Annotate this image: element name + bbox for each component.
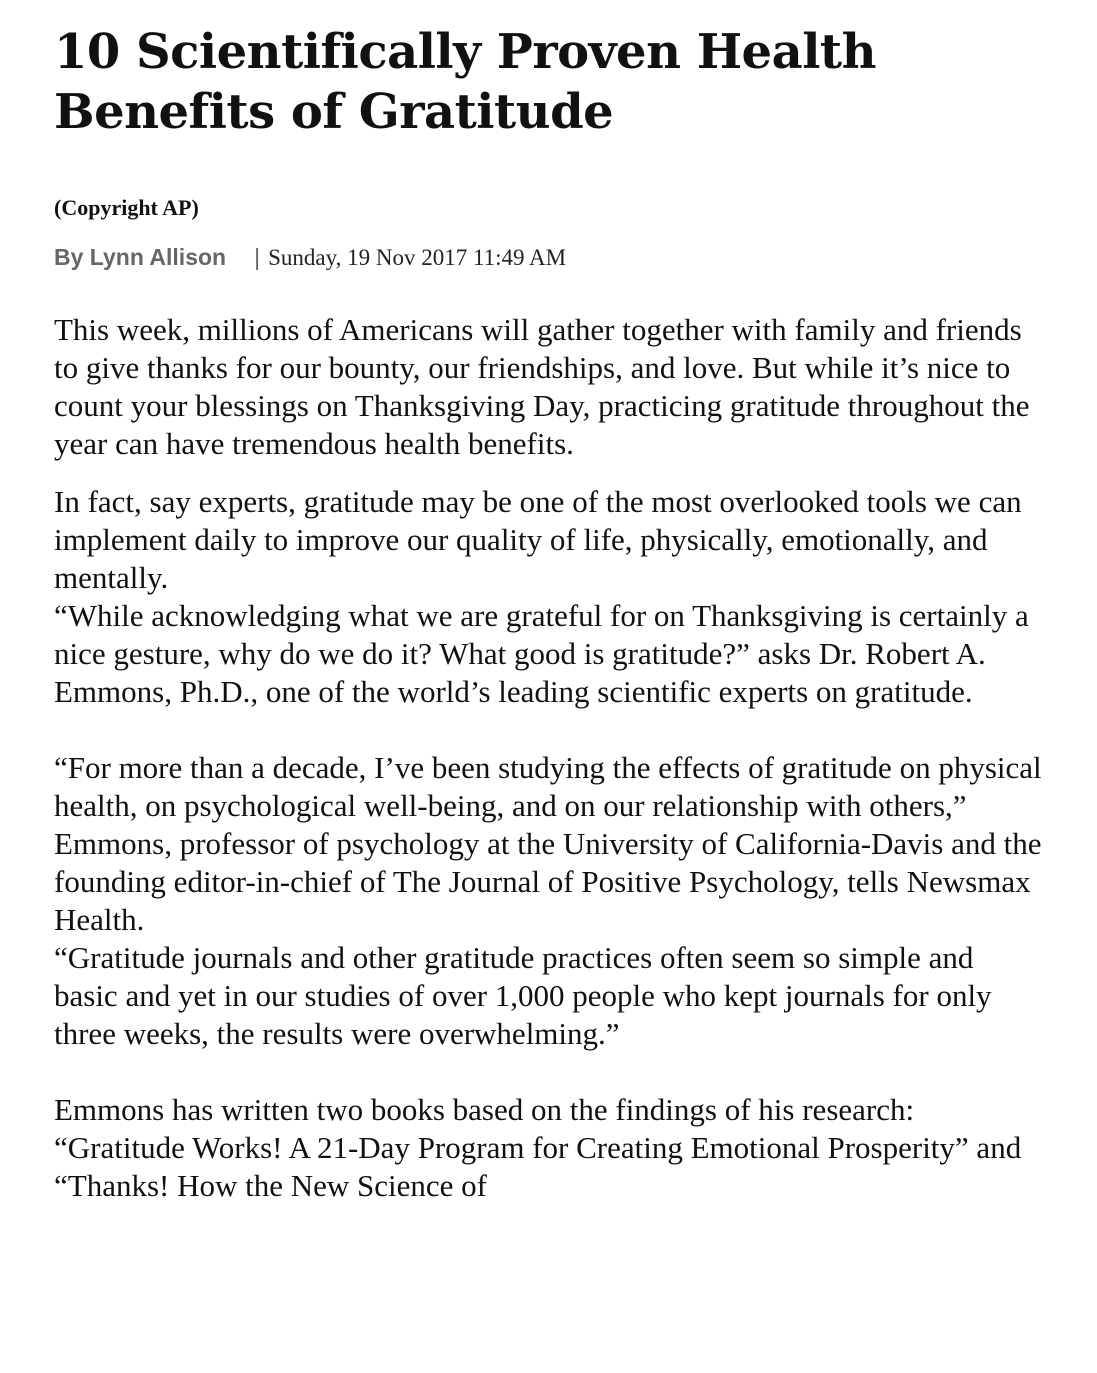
publish-date: Sunday, 19 Nov 2017 11:49 AM	[268, 245, 567, 270]
paragraph: “While acknowledging what we are grateful for on Thanksgiving is certainly a nice gesture, why do we do it? What good is gratitude?” asks Dr. Robert A. Emmons, Ph.D., one of the world’s leading scientific experts on gratitude.	[54, 598, 1029, 709]
copyright-note: (Copyright AP)	[54, 195, 199, 220]
paragraph: In fact, say experts, gratitude may be one of the most overlooked tools we can implement daily to improve our quality of life, physically, emotionally, and mentally.	[54, 484, 1022, 595]
article-headline: 10 Scientifically Proven Health Benefits of Gratitude	[54, 24, 876, 140]
article-body	[54, 311, 1044, 1205]
paragraph: “Gratitude journals and other gratitude practices often seem so simple and basic and yet in our studies of over 1,000 people who kept journals for only three weeks, the results were overwhelming.”	[54, 940, 992, 1051]
article	[54, 22, 1044, 1205]
author-name[interactable]: By Lynn Allison	[54, 244, 227, 270]
paragraph: Emmons has written two books based on the findings of his research: “Gratitude Works! A 21-Day Program for Creating Emotional Prosperity” and “Thanks! How the New Science of	[54, 1092, 1022, 1203]
byline-separator: |	[254, 244, 261, 270]
paragraph: This week, millions of Americans will gather together with family and friends to give thanks for our bounty, our friendships, and love. But while it’s nice to count your blessings on Thanksgiving Day, practicing gratitude throughout the year can have tremendous health benefits.	[54, 312, 1030, 461]
byline	[54, 242, 1044, 273]
paragraph: “For more than a decade, I’ve been studying the effects of gratitude on physical health, on psychological well-being, and on our relationship with others,” Emmons, professor of psychology at the University of California-Davis and the founding editor-in-chief of The Journal of Positive Psychology, tells Newsmax Health.	[54, 750, 1042, 937]
